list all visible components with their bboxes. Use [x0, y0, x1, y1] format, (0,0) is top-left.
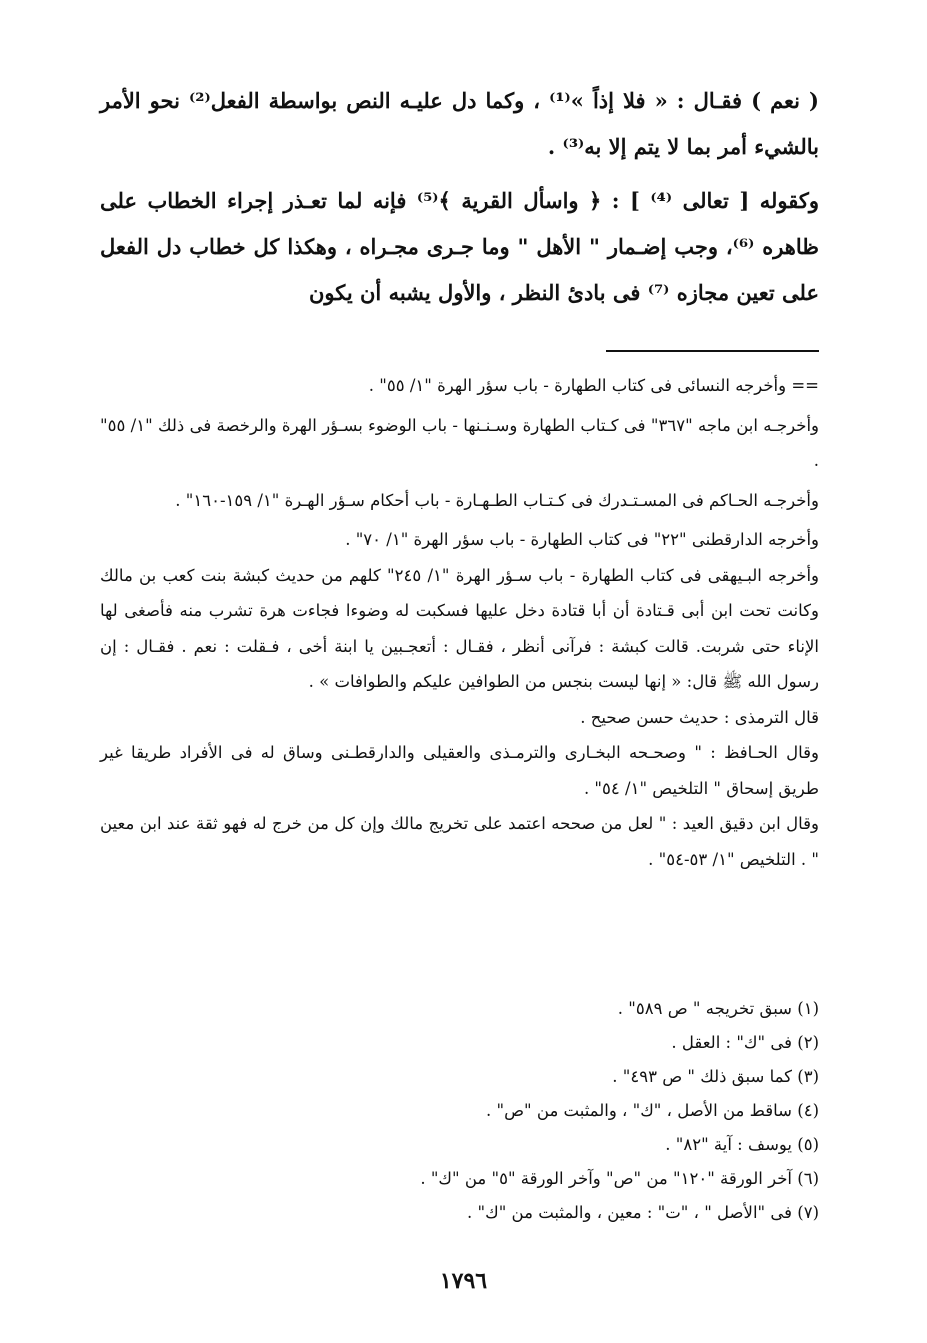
note-line: قال الترمذى : حديث حسن صحيح . — [580, 707, 819, 727]
footnote-item: (٦) آخر الورقة "١٢٠" من "ص" وآخر الورقة "٥" من "ك" . — [420, 1169, 819, 1188]
footnote-separator-rule — [606, 350, 819, 352]
footnote-item: (٣) كما سبق ذلك " ص ٤٩٣" . — [612, 1067, 819, 1086]
footnote-item: (٢) فى "ك" : العقل . — [671, 1033, 819, 1052]
footnote-continuation — [100, 368, 819, 877]
main-paragraph-2: وكقوله [ تعالى ⁽⁴⁾ ] : ﴿ واسأل القرية ﴾⁽⁵⁾ فإنه لما تعـذر إجراء الخطاب على ظاهره ⁽⁶⁾، وجب إضـمار " الأهل " وما جـرى مجـراه ، وهكذا كل خطاب دل الفعل على تعين مجازه ⁽⁷⁾ فى بادئ النظر ، والأول يشبه أن يكون — [100, 188, 820, 305]
note-line: وأخرجـه الحـاكم فى المسـتـدرك فى كـتـاب الطـهـارة - باب أحكام سـؤر الهـرة "١/ ١٥٩-١٦٠" . — [175, 490, 819, 510]
note-line: == وأخرجه النسائى فى كتاب الطهارة - باب سؤر الهرة "١/ ٥٥" . — [368, 376, 819, 395]
note-line: وقال ابن دقيق العيد : " لعل من صححه اعتمد على تخريج مالك وإن كل من خرج له فهو ثقة عند ابن معين " . التلخيص "١/ ٥٣-٥٤" . — [100, 814, 819, 869]
footnote-list — [100, 992, 819, 1230]
note-line: وأخرجـه ابن ماجه "٣٦٧" فى كـتاب الطهارة وسـنـنها - باب الوضوء بسـؤر الهرة والرخصة فى ذلك "١/ ٥٥" . — [100, 415, 819, 470]
footnote-item: (٧) فى "الأصل " ، "ت" : معين ، والمثبت من "ك" . — [467, 1203, 819, 1222]
note-line: وقال الحـافظ : " وصحـحه البخـارى والترمـذى والعقيلى والدارقطـنى وساق له فى الأفراد طريقا غير طريق إسحاق " التلخيص "١/ ٥٤" . — [100, 743, 819, 798]
main-body-text — [100, 78, 819, 316]
footnote-item: (١) سبق تخريجه " ص ٥٨٩" . — [617, 999, 819, 1018]
note-line: وأخرجه الدارقطنى "٢٢" فى كتاب الطهارة - باب سؤر الهرة "١/ ٧٠" . — [345, 530, 819, 549]
main-paragraph-1: ( نعم ) فقـال : « فلا إذاً »⁽¹⁾ ، وكما دل عليـه النص بواسطة الفعل⁽²⁾ نحو الأمر بالشيء أمر بما لا يتم إلا به⁽³⁾ . — [100, 88, 819, 159]
footnote-item: (٥) يوسف : آية "٨٢" . — [665, 1135, 819, 1154]
note-line: وأخرجه البـيهقى فى كتاب الطهارة - باب سـؤر الهرة "١/ ٢٤٥" كلهم من حديث كبشة بنت كعب بن مالك وكانت تحت ابن أبى قـتادة أن أبا قتادة دخل عليها فسكبت له وضوءا فجاءت هرة تشرب منه فأصغى لها الإناء حتى شربت. قالت كبشة : فرآنى أنظر ، فقـال : أتعجـبين يا ابنة أخى ، فـقلت : نعم . فقـال : إن رسول الله ﷺ قال: « إنها ليست بنجس من الطوافين عليكم والطوافات » . — [100, 565, 819, 691]
page-number: ١٧٩٦ — [439, 1268, 488, 1294]
footnote-item: (٤) ساقط من الأصل ، "ك" ، والمثبت من "ص" . — [486, 1101, 819, 1120]
